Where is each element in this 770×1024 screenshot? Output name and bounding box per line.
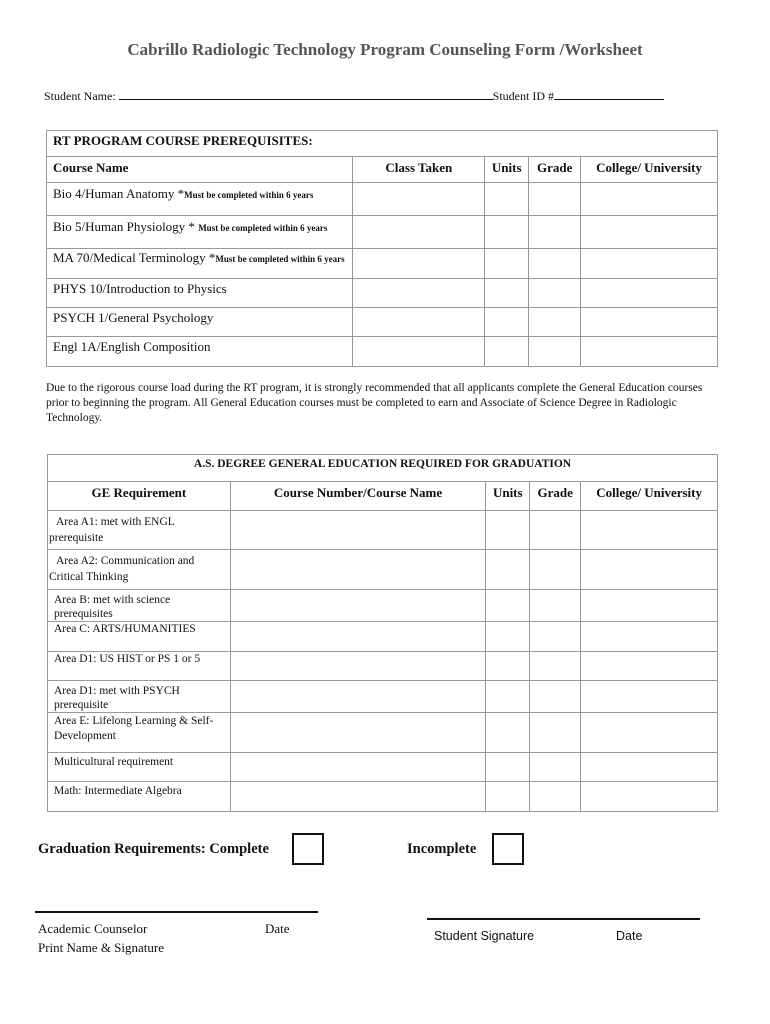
college-cell[interactable] <box>581 590 718 622</box>
course-name: MA 70/Medical Terminology * <box>53 250 216 265</box>
counselor-date-label: Date <box>265 921 290 936</box>
ge-requirements-table <box>47 454 718 812</box>
counselor-sublabel: Print Name & Signature <box>38 940 165 955</box>
college-cell[interactable] <box>581 622 718 652</box>
table-row <box>48 652 718 681</box>
course-note: Must be completed within 6 years <box>215 254 345 264</box>
table-row <box>48 681 718 713</box>
units-cell[interactable] <box>486 652 530 681</box>
course-cell: Engl 1A/English Composition <box>47 337 353 367</box>
grade-cell[interactable] <box>530 681 581 713</box>
col-grade: Grade <box>529 157 581 183</box>
units-cell[interactable] <box>485 308 529 337</box>
course-note: Must be completed within 6 years <box>198 223 328 233</box>
units-cell[interactable] <box>485 337 529 367</box>
student-name-label: Student Name: <box>44 89 116 103</box>
course-number-cell[interactable] <box>230 753 486 782</box>
college-cell[interactable] <box>581 753 718 782</box>
college-cell[interactable] <box>581 550 718 590</box>
prereq-heading: RT PROGRAM COURSE PREREQUISITES: <box>47 131 718 157</box>
units-cell[interactable] <box>486 782 530 812</box>
course-cell <box>47 249 353 279</box>
col-course-number: Course Number/Course Name <box>230 482 486 511</box>
units-cell[interactable] <box>486 511 530 550</box>
counselor-label: Academic Counselor <box>38 921 148 936</box>
college-cell[interactable] <box>581 216 718 249</box>
table-row <box>48 511 718 550</box>
prerequisites-table <box>46 130 718 367</box>
course-name: Bio 5/Human Physiology * <box>53 219 199 234</box>
student-signature-line[interactable] <box>427 918 700 920</box>
grade-cell[interactable] <box>529 279 581 308</box>
table-row <box>48 550 718 590</box>
college-cell[interactable] <box>581 782 718 812</box>
incomplete-checkbox[interactable] <box>492 833 524 865</box>
grade-cell[interactable] <box>530 550 581 590</box>
college-cell[interactable] <box>581 183 718 216</box>
class-taken-cell[interactable] <box>353 337 485 367</box>
col-college: College/ University <box>581 157 718 183</box>
table-row <box>48 622 718 652</box>
grade-cell[interactable] <box>529 308 581 337</box>
table-row <box>47 337 718 367</box>
grade-cell[interactable] <box>530 511 581 550</box>
graduation-complete-label: Graduation Requirements: Complete <box>38 841 269 857</box>
col-ge-requirement: GE Requirement <box>48 482 231 511</box>
units-cell[interactable] <box>485 216 529 249</box>
course-cell: PSYCH 1/General Psychology <box>47 308 353 337</box>
table-row <box>47 183 718 216</box>
course-cell: PHYS 10/Introduction to Physics <box>47 279 353 308</box>
table-row <box>47 308 718 337</box>
college-cell[interactable] <box>581 279 718 308</box>
course-number-cell[interactable] <box>230 550 486 590</box>
units-cell[interactable] <box>485 249 529 279</box>
course-number-cell[interactable] <box>230 622 486 652</box>
col-course-name: Course Name <box>47 157 353 183</box>
table-row <box>48 590 718 622</box>
college-cell[interactable] <box>581 652 718 681</box>
units-cell[interactable] <box>486 713 530 753</box>
class-taken-cell[interactable] <box>353 216 485 249</box>
ge-requirement-cell: Area E: Lifelong Learning & Self-Development <box>48 713 231 753</box>
table-row <box>47 216 718 249</box>
grade-cell[interactable] <box>530 622 581 652</box>
col-grade: Grade <box>530 482 581 511</box>
course-cell <box>47 216 353 249</box>
course-note: Must be completed within 6 years <box>184 190 314 200</box>
grade-cell[interactable] <box>530 753 581 782</box>
complete-checkbox[interactable] <box>292 833 324 865</box>
ge-recommendation-text: Due to the rigorous course load during the RT program, it is strongly recommended that all applicants complete the General Education courses prior to beginning the program. All General Education courses must be completed to earn and Associate of Science Degree in Radiologic Technology. <box>46 382 703 424</box>
course-number-cell[interactable] <box>230 511 486 550</box>
page-title: Cabrillo Radiologic Technology Program Counseling Form /Worksheet <box>127 40 643 59</box>
counselor-signature-line[interactable] <box>35 911 318 913</box>
class-taken-cell[interactable] <box>353 279 485 308</box>
table-row <box>48 753 718 782</box>
col-class-taken: Class Taken <box>353 157 485 183</box>
course-number-cell[interactable] <box>230 713 486 753</box>
ge-requirement-cell: Math: Intermediate Algebra <box>48 782 231 812</box>
table-row <box>48 782 718 812</box>
units-cell[interactable] <box>486 550 530 590</box>
graduation-incomplete-label: Incomplete <box>407 841 477 857</box>
course-number-cell[interactable] <box>230 681 486 713</box>
ge-requirement-cell: Area C: ARTS/HUMANITIES <box>48 622 231 652</box>
student-id-field[interactable] <box>554 87 664 100</box>
college-cell[interactable] <box>581 249 718 279</box>
units-cell[interactable] <box>485 279 529 308</box>
grade-cell[interactable] <box>529 337 581 367</box>
units-cell[interactable] <box>486 753 530 782</box>
course-cell <box>47 183 353 216</box>
col-units: Units <box>485 157 529 183</box>
college-cell[interactable] <box>581 713 718 753</box>
ge-requirement-cell: Area B: met with science prerequisites <box>48 590 231 622</box>
units-cell[interactable] <box>486 622 530 652</box>
ge-requirement-cell: Multicultural requirement <box>48 753 231 782</box>
grade-cell[interactable] <box>530 652 581 681</box>
grade-cell[interactable] <box>530 782 581 812</box>
student-id-label: Student ID # <box>492 89 554 103</box>
units-cell[interactable] <box>486 681 530 713</box>
ge-requirement-cell: Area D1: met with PSYCH prerequisite <box>48 681 231 713</box>
college-cell[interactable] <box>581 337 718 367</box>
units-cell[interactable] <box>485 183 529 216</box>
grade-cell[interactable] <box>530 713 581 753</box>
table-row <box>47 249 718 279</box>
student-date-label: Date <box>616 929 643 943</box>
course-number-cell[interactable] <box>230 590 486 622</box>
table-row <box>47 279 718 308</box>
grade-cell[interactable] <box>530 590 581 622</box>
table-row <box>48 713 718 753</box>
college-cell[interactable] <box>581 511 718 550</box>
course-name: Bio 4/Human Anatomy * <box>53 186 185 201</box>
grade-cell[interactable] <box>529 249 581 279</box>
course-number-cell[interactable] <box>230 652 486 681</box>
college-cell[interactable] <box>581 308 718 337</box>
units-cell[interactable] <box>486 590 530 622</box>
college-cell[interactable] <box>581 681 718 713</box>
ge-requirement-cell: Area A2: Communication and Critical Thinking <box>48 550 231 590</box>
ge-requirement-cell: Area A1: met with ENGL prerequisite <box>48 511 231 550</box>
course-number-cell[interactable] <box>230 782 486 812</box>
grade-cell[interactable] <box>529 216 581 249</box>
student-signature-label: Student Signature <box>434 929 535 943</box>
class-taken-cell[interactable] <box>353 308 485 337</box>
class-taken-cell[interactable] <box>353 183 485 216</box>
class-taken-cell[interactable] <box>353 249 485 279</box>
col-units: Units <box>486 482 530 511</box>
grade-cell[interactable] <box>529 183 581 216</box>
col-college: College/ University <box>581 482 718 511</box>
student-info-row <box>44 87 664 104</box>
ge-heading: A.S. DEGREE GENERAL EDUCATION REQUIRED FOR GRADUATION <box>48 455 718 482</box>
ge-requirement-cell: Area D1: US HIST or PS 1 or 5 <box>48 652 231 681</box>
student-name-field[interactable] <box>119 87 493 100</box>
